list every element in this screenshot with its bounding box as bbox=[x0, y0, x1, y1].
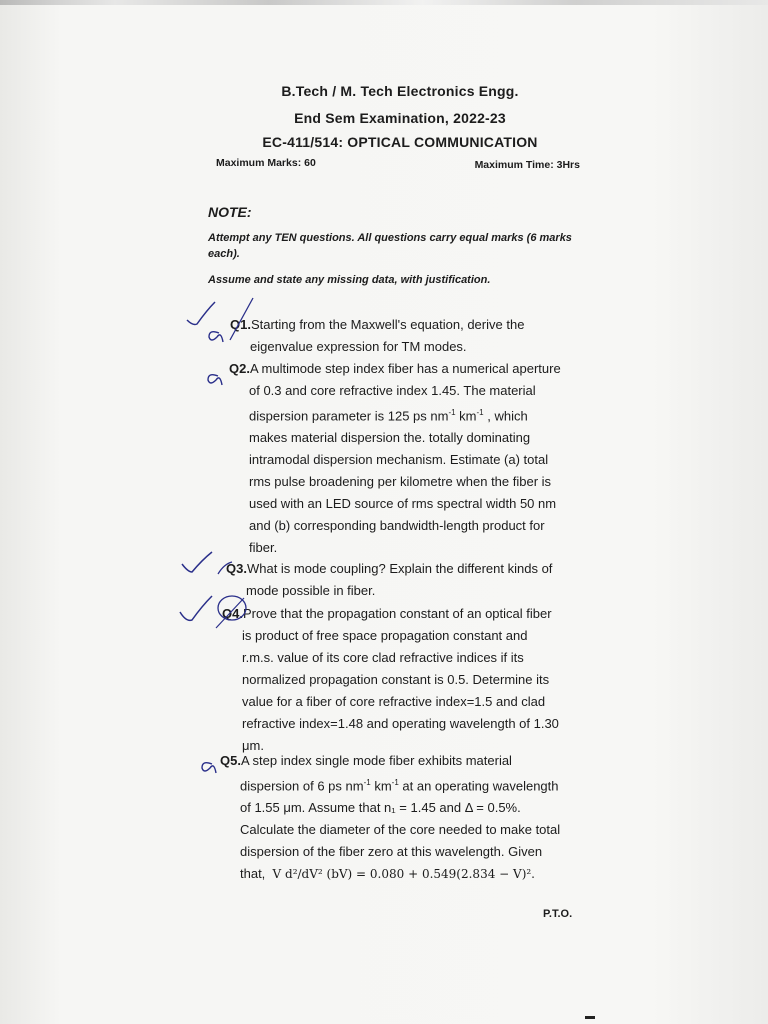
scan-mark bbox=[585, 1016, 595, 1019]
max-time: Maximum Time: 3Hrs bbox=[474, 159, 580, 171]
question-line: Starting from the Maxwell's equation, derive the bbox=[250, 317, 525, 332]
question-number: Q2. bbox=[229, 361, 250, 376]
question-5 bbox=[220, 750, 580, 885]
question-number: Q3. bbox=[226, 561, 247, 576]
question-line: refractive index=1.48 and operating wavelength of 1.30 bbox=[242, 716, 559, 731]
question-line: rms pulse broadening per kilometre when the fiber is bbox=[249, 474, 552, 490]
handwritten-alpha-mark-q1 bbox=[205, 327, 227, 345]
course-title: B.Tech / M. Tech Electronics Engg. bbox=[281, 83, 519, 99]
question-line: dispersion of 6 ps $nm^{-1}$ $km^{-1}$ at an operating wavelength bbox=[240, 778, 559, 794]
dispersion-formula: V d²/dV² (bV) = 0.080 + 0.549(2.834 − V)². bbox=[272, 867, 535, 882]
question-number: Q4. bbox=[222, 606, 243, 621]
question-line: is product of free space propagation constant and bbox=[242, 628, 528, 643]
question-line: dispersion of the fiber zero at this wavelength. Given bbox=[240, 844, 543, 860]
question-line: μm. bbox=[242, 738, 264, 753]
question-line: intramodal dispersion mechanism. Estimate (a) total bbox=[249, 452, 549, 468]
note-title: NOTE: bbox=[208, 204, 252, 220]
exam-title: End Sem Examination, 2022-23 bbox=[294, 110, 506, 126]
question-line: that, V d²/dV² (bV) = 0.080 + 0.549(2.834 − V)². bbox=[240, 866, 535, 882]
question-line: and (b) corresponding bandwidth-length product for bbox=[249, 518, 545, 534]
handwritten-alpha-mark-q2 bbox=[204, 370, 226, 388]
question-line: What is mode coupling? Explain the different kinds of bbox=[246, 561, 553, 576]
handwritten-alpha-mark-q5 bbox=[198, 758, 220, 776]
question-line: A multimode step index fiber has a numerical aperture bbox=[249, 361, 561, 376]
question-line: fiber. bbox=[249, 540, 278, 556]
question-number: Q1. bbox=[230, 317, 251, 332]
question-4 bbox=[222, 603, 582, 757]
question-line: of 1.55 μm. Assume that n₁ = 1.45 and Δ = 0.5%. bbox=[240, 800, 521, 816]
question-1 bbox=[230, 314, 587, 358]
question-3 bbox=[226, 558, 586, 602]
question-line: used with an LED source of rms spectral width 50 nm bbox=[249, 496, 557, 512]
note-assumptions: Assume and state any missing data, with justification. bbox=[208, 274, 491, 286]
question-line: value for a fiber of core refractive index=1.5 and clad bbox=[242, 694, 546, 709]
question-2 bbox=[229, 358, 587, 559]
question-line: Calculate the diameter of the core needed to make total bbox=[240, 822, 561, 838]
question-line: makes material dispersion the. totally dominating bbox=[249, 430, 531, 446]
question-line: of 0.3 and core refractive index 1.45. The material bbox=[249, 383, 536, 398]
handwritten-tick-q3 bbox=[180, 550, 240, 580]
question-line: mode possible in fiber. bbox=[246, 583, 376, 598]
page-turn-over: P.T.O. bbox=[543, 908, 573, 920]
question-line: normalized propagation constant is 0.5. Determine its bbox=[242, 672, 550, 687]
question-line: dispersion parameter is 125 ps $nm^{-1}$ $km^{-1}$ , which bbox=[249, 408, 528, 424]
subject-title: EC-411/514: OPTICAL COMMUNICATION bbox=[262, 134, 538, 150]
max-marks: Maximum Marks: 60 bbox=[216, 157, 316, 169]
handwritten-tick-circle-q4 bbox=[178, 592, 248, 632]
question-number: Q5. bbox=[220, 753, 241, 768]
question-line: eigenvalue expression for TM modes. bbox=[250, 339, 467, 354]
question-line: Prove that the propagation constant of an optical fiber bbox=[242, 606, 552, 621]
scan-edge-artifact bbox=[0, 0, 768, 5]
note-instructions: Attempt any TEN questions. All questions carry equal marks (6 marks each). bbox=[208, 232, 572, 260]
question-line: r.m.s. value of its core clad refractive indices if its bbox=[242, 650, 524, 665]
question-line: A step index single mode fiber exhibits material bbox=[240, 753, 512, 768]
